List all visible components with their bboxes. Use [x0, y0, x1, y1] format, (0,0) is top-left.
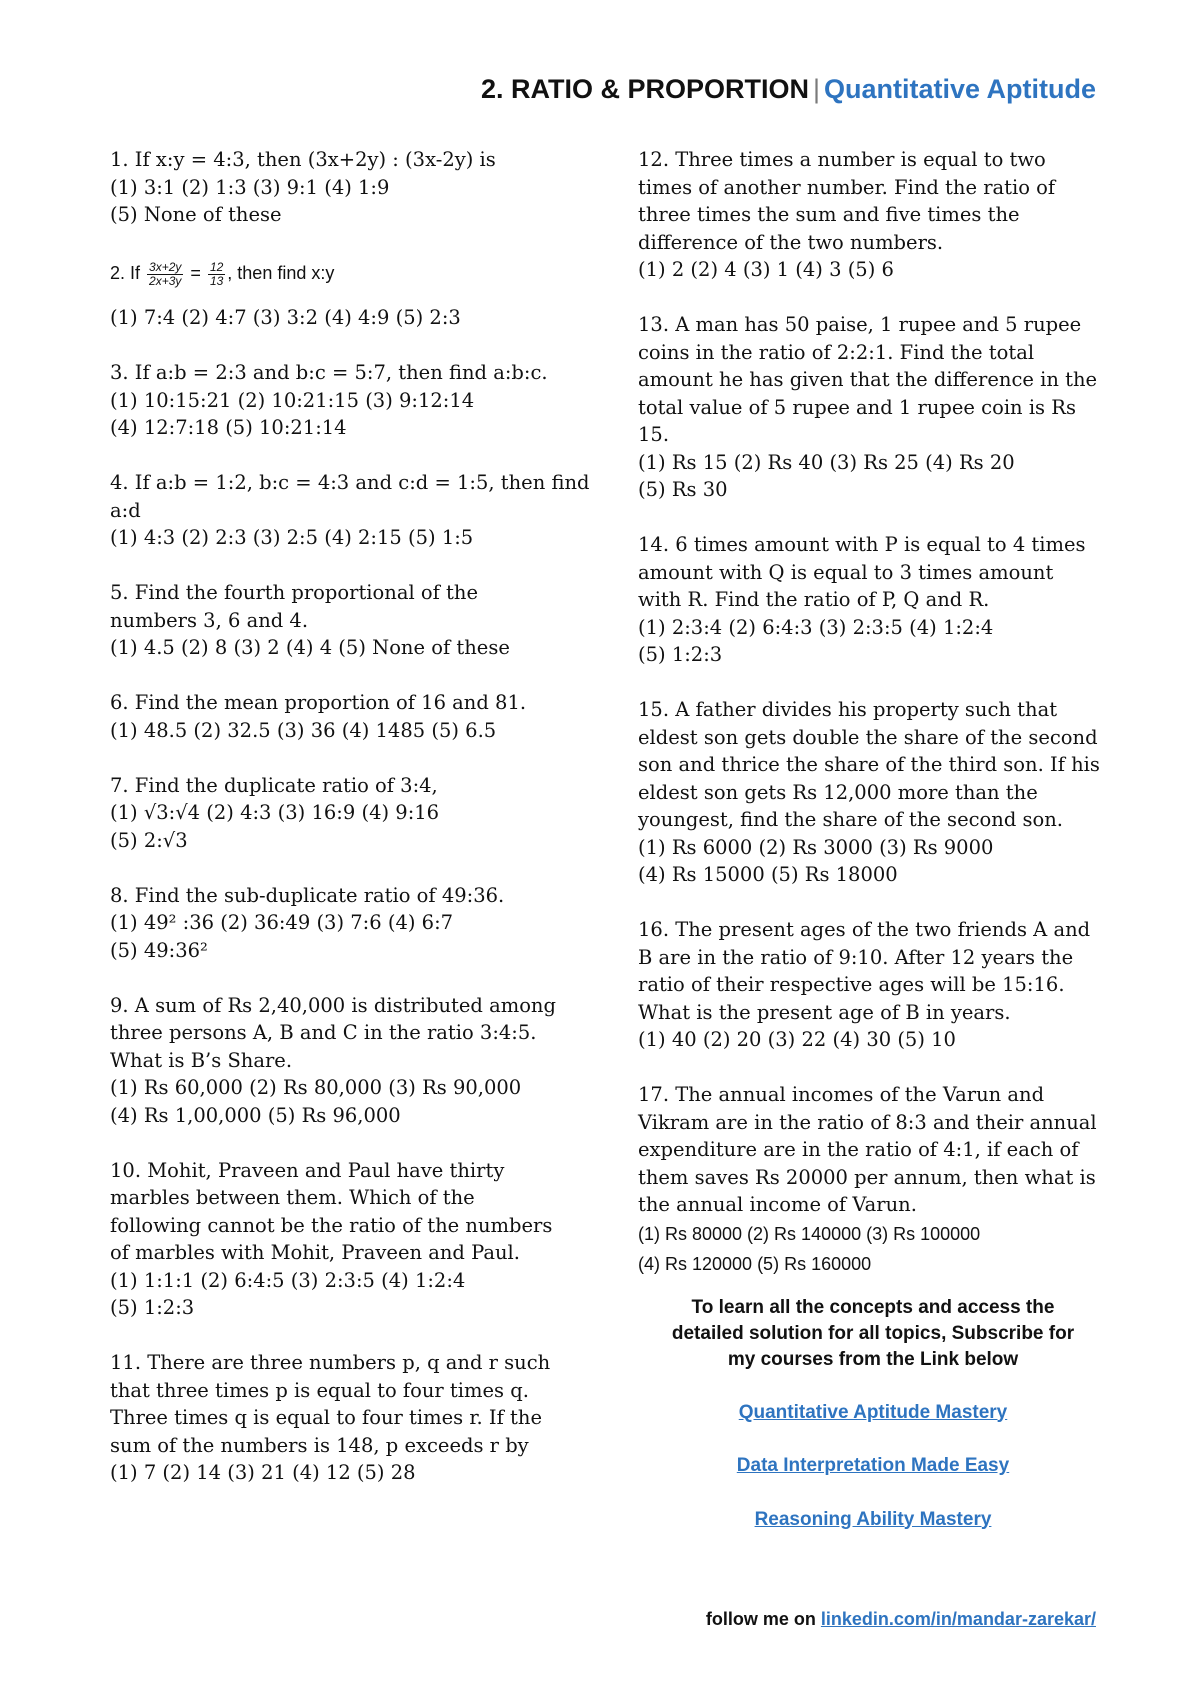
question-line: youngest, find the share of the second son. [638, 808, 1064, 831]
question-line: 14. 6 times amount with P is equal to 4 times [638, 533, 1086, 556]
question-line: marbles between them. Which of the [110, 1186, 475, 1209]
question-line: times of another number. Find the ratio of [638, 175, 1056, 199]
question-options: (1) Rs 80000 (2) Rs 140000 (3) Rs 100000 [638, 1223, 981, 1244]
question-3 [110, 359, 590, 442]
question-options: (1) 7 (2) 14 (3) 21 (4) 12 (5) 28 [110, 1461, 416, 1484]
question-15 [638, 696, 1108, 889]
right-column [638, 146, 1108, 1533]
question-line: with R. Find the ratio of P, Q and R. [638, 588, 990, 611]
question-14 [638, 531, 1108, 669]
question-options: (1) 2 (2) 4 (3) 1 (4) 3 (5) 6 [638, 258, 894, 281]
question-options: (1) Rs 60,000 (2) Rs 80,000 (3) Rs 90,000 [110, 1076, 522, 1099]
question-options: (5) 1:2:3 [110, 1296, 195, 1319]
fraction-denominator: 2x+3y [149, 273, 182, 288]
question-options: (1) 49² :36 (2) 36:49 (3) 7:6 (4) 6:7 [110, 911, 454, 934]
header-separator: | [812, 74, 820, 104]
question-line: of marbles with Mohit, Praveen and Paul. [110, 1241, 520, 1264]
question-line: Vikram are in the ratio of 8:3 and their annual [638, 1110, 1097, 1134]
question-line: amount with Q is equal to 3 times amount [638, 560, 1054, 584]
question-line: expenditure are in the ratio of 4:1, if each of [638, 1138, 1079, 1161]
linkedin-link[interactable]: linkedin.com/in/mandar-zarekar/ [820, 1609, 1096, 1629]
question-options: (4) Rs 1,00,000 (5) Rs 96,000 [110, 1103, 401, 1127]
question-line: B are in the ratio of 9:10. After 12 years the [638, 945, 1074, 969]
question-line: ratio of their respective ages will be 15:16. [638, 973, 1065, 996]
question-options: (1) Rs 6000 (2) Rs 3000 (3) Rs 9000 [638, 835, 994, 859]
question-line: difference of the two numbers. [638, 230, 944, 254]
question-line: What is B’s Share. [110, 1048, 293, 1072]
question-options: (1) 2:3:4 (2) 6:4:3 (3) 2:3:5 (4) 1:2:4 [638, 615, 994, 639]
fraction-numerator: 3x+2y [149, 259, 182, 274]
question-line: 16. The present ages of the two friends A and [638, 918, 1091, 941]
promo-line: detailed solution for all topics, Subscribe for [671, 1322, 1075, 1344]
question-options: (4) Rs 120000 (5) Rs 160000 [638, 1253, 872, 1274]
course-links [638, 1399, 1108, 1534]
question-line: 13. A man has 50 paise, 1 rupee and 5 rupee [638, 313, 1082, 336]
question-line: numbers 3, 6 and 4. [110, 608, 309, 632]
question-line: coins in the ratio of 2:2:1. Find the total [638, 340, 1035, 364]
q2-suffix: , then find x:y [227, 263, 335, 283]
question-16 [638, 916, 1108, 1054]
question-5 [110, 579, 590, 662]
question-line: 15. A father divides his property such that [638, 698, 1058, 721]
question-1 [110, 146, 590, 229]
question-6 [110, 689, 590, 744]
link-reasoning-ability-mastery[interactable]: Reasoning Ability Mastery [754, 1508, 992, 1530]
question-line: three persons A, B and C in the ratio 3:4:5. [110, 1021, 537, 1044]
question-options: (1) √3:√4 (2) 4:3 (3) 16:9 (4) 9:16 [110, 801, 440, 824]
question-line: 10. Mohit, Praveen and Paul have thirty [110, 1158, 505, 1182]
page-header [481, 74, 1096, 105]
question-line: 4. If a:b = 1:2, b:c = 4:3 and c:d = 1:5, then find [110, 471, 590, 494]
question-line: 9. A sum of Rs 2,40,000 is distributed among [110, 993, 556, 1017]
question-options: (1) 10:15:21 (2) 10:21:15 (3) 9:12:14 [110, 388, 475, 412]
question-line: Three times q is equal to four times r. If the [110, 1406, 542, 1429]
question-options: (1) 7:4 (2) 4:7 (3) 3:2 (4) 4:9 (5) 2:3 [110, 306, 461, 329]
question-line: What is the present age of B in years. [638, 1000, 1011, 1024]
question-line: 12. Three times a number is equal to two [638, 148, 1046, 171]
link-quantitative-aptitude-mastery[interactable]: Quantitative Aptitude Mastery [738, 1401, 1008, 1423]
question-line: three times the sum and five times the [638, 203, 1020, 226]
question-options: (1) Rs 15 (2) Rs 40 (3) Rs 25 (4) Rs 20 [638, 450, 1015, 474]
equals-sign: = [190, 263, 201, 283]
question-line: a:d [110, 498, 141, 522]
page-footer [706, 1609, 1096, 1630]
q2-lhs-fraction [147, 261, 183, 288]
q2-prefix: 2. If [110, 263, 141, 283]
question-line [110, 256, 590, 290]
question-line: 3. If a:b = 2:3 and b:c = 5:7, then find a:b:c. [110, 361, 548, 384]
question-line: 17. The annual incomes of the Varun and [638, 1083, 1045, 1106]
question-2-options [110, 304, 590, 332]
subscribe-promo [638, 1295, 1108, 1373]
question-options: (4) 12:7:18 (5) 10:21:14 [110, 416, 347, 439]
question-options: (1) 48.5 (2) 32.5 (3) 36 (4) 1485 (5) 6.5 [110, 718, 497, 742]
question-line: eldest son gets double the share of the second [638, 725, 1098, 749]
question-options: (4) Rs 15000 (5) Rs 18000 [638, 863, 898, 886]
question-line: son and thrice the share of the third son. If his [638, 753, 1100, 776]
link-data-interpretation-made-easy[interactable]: Data Interpretation Made Easy [736, 1455, 1010, 1476]
q2-rhs-fraction [208, 261, 225, 288]
question-options: (1) 4.5 (2) 8 (3) 2 (4) 4 (5) None of these [110, 636, 510, 659]
question-line: the annual income of Varun. [638, 1193, 917, 1216]
fraction-denominator: 13 [209, 273, 224, 288]
question-options: (1) 40 (2) 20 (3) 22 (4) 30 (5) 10 [638, 1028, 956, 1051]
question-11 [110, 1349, 590, 1487]
promo-line: To learn all the concepts and access the [691, 1296, 1055, 1318]
question-options: (5) 49:36² [110, 938, 208, 962]
question-line: 15. [638, 423, 670, 446]
question-13 [638, 311, 1108, 504]
question-line: eldest son gets Rs 12,000 more than the [638, 780, 1038, 804]
question-line: 11. There are three numbers p, q and r such [110, 1351, 551, 1374]
question-line: 5. Find the fourth proportional of the [110, 581, 478, 604]
question-line: that three times p is equal to four times q. [110, 1378, 529, 1402]
question-17 [638, 1081, 1108, 1279]
question-line: amount he has given that the difference in the [638, 368, 1098, 391]
question-12 [638, 146, 1108, 284]
question-line: 6. Find the mean proportion of 16 and 81. [110, 691, 527, 714]
question-line: total value of 5 rupee and 1 rupee coin is Rs [638, 395, 1076, 419]
question-options: (5) None of these [110, 203, 282, 226]
promo-line: my courses from the Link below [727, 1348, 1019, 1370]
question-line: them saves Rs 20000 per annum, then what is [638, 1165, 1096, 1189]
page-subtitle: Quantitative Aptitude [823, 74, 1096, 104]
question-line: sum of the numbers is 148, p exceeds r by [110, 1433, 529, 1457]
question-9 [110, 992, 590, 1130]
question-10 [110, 1157, 590, 1322]
question-options: (5) 1:2:3 [638, 643, 723, 666]
page-title: 2. RATIO & PROPORTION [480, 74, 809, 104]
question-line: following cannot be the ratio of the numbers [110, 1213, 553, 1237]
question-7 [110, 772, 590, 855]
footer-prefix: follow me on [705, 1609, 821, 1629]
question-line: 1. If x:y = 4:3, then (3x+2y) : (3x-2y) is [110, 148, 496, 171]
question-options: (5) Rs 30 [638, 478, 728, 501]
question-line: 8. Find the sub-duplicate ratio of 49:36. [110, 883, 505, 907]
question-line: 7. Find the duplicate ratio of 3:4, [110, 773, 438, 797]
question-8 [110, 882, 590, 965]
question-options: (1) 1:1:1 (2) 6:4:5 (3) 2:3:5 (4) 1:2:4 [110, 1268, 466, 1292]
fraction-numerator: 12 [209, 259, 224, 274]
question-options: (5) 2:√3 [110, 828, 188, 852]
question-options: (1) 3:1 (2) 1:3 (3) 9:1 (4) 1:9 [110, 175, 390, 199]
question-2 [110, 256, 590, 290]
left-column [110, 146, 590, 1514]
question-4 [110, 469, 590, 552]
question-options: (1) 4:3 (2) 2:3 (3) 2:5 (4) 2:15 (5) 1:5 [110, 526, 474, 549]
